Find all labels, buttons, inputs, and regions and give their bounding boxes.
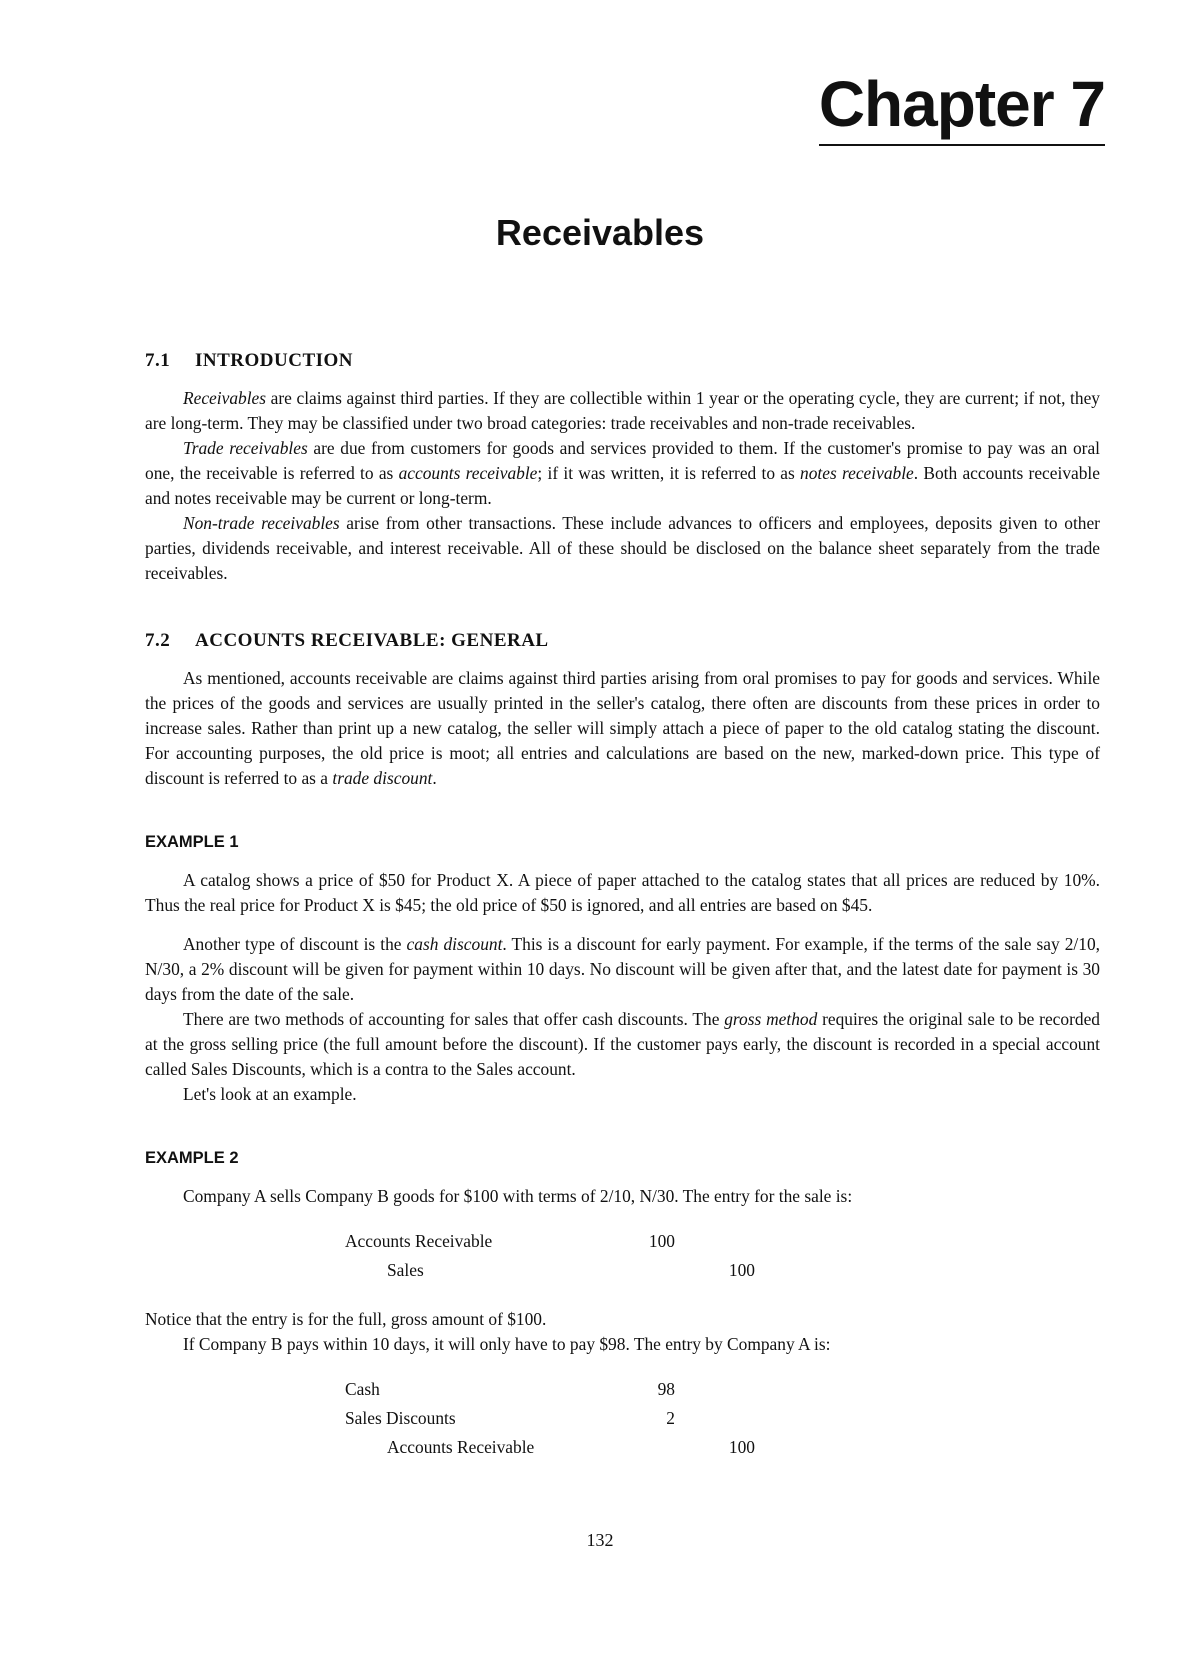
section-number: 7.1 [145,350,171,371]
debit-amount [595,1256,675,1285]
term: Non-trade receivables [183,513,340,533]
debit-amount [595,1433,675,1462]
debit-amount: 98 [657,1379,675,1399]
term: Receivables [183,388,267,408]
account-name: Accounts Receivable [387,1437,535,1457]
paragraph: Non-trade receivables arise from other transactions. These include advances to officers and employees, deposits given to other parties, dividends receivable, and interest receivable. All of these should be disclosed on the balance sheet separately from the trade receivables. [145,513,1100,583]
debit-amount: 2 [666,1408,675,1428]
term: notes receivable [800,463,914,483]
page-body [145,350,1100,1462]
term: accounts receivable [398,463,538,483]
journal-row [345,1227,755,1256]
journal-entry-sale [345,1227,755,1285]
journal-row [345,1375,755,1404]
paragraph: Let's look at an example. [183,1084,357,1104]
page-number: 132 [586,1530,614,1550]
paragraph: As mentioned, accounts receivable are claims against third parties arising from oral promises to pay for goods and services. While the prices of the goods and services are usually printed in the seller's catalog, there often are discounts from these prices in order to increase sales. Rather than print up a new catalog, the seller will simply attach a piece of paper to the old catalog stating the discount. For accounting purposes, the old price is moot; all entries and calculations are based on the new, marked-down price. This type of discount is referred to as a trade discount. [145,668,1100,788]
example-text: Company A sells Company B goods for $100 with terms of 2/10, N/30. The entry for the sale is: [183,1186,853,1206]
credit-amount [675,1375,755,1404]
section-number: 7.2 [145,630,171,651]
section-title: INTRODUCTION [195,350,354,371]
term: Trade receivables [183,438,308,458]
term: cash discount [406,934,503,954]
example-label: EXAMPLE 2 [145,1149,239,1167]
debit-amount: 100 [648,1231,675,1251]
term: trade discount [332,768,433,788]
account-name: Sales [387,1260,424,1280]
credit-amount: 100 [728,1260,755,1280]
journal-entry-payment [345,1375,755,1462]
section-heading-7-1 [145,350,1100,372]
credit-amount: 100 [728,1437,755,1457]
paragraph: Notice that the entry is for the full, gross amount of $100. [145,1309,547,1329]
account-name: Accounts Receivable [345,1231,493,1251]
credit-amount [675,1404,755,1433]
paragraph: Another type of discount is the cash discount. This is a discount for early payment. For example, if the terms of the sale say 2/10, N/30, a 2% discount will be given for payment within 10 days. No discount will be given after that, and the latest date for payment is 30 days from the date of the sale. [145,934,1101,1004]
journal-row [345,1433,755,1462]
journal-row [345,1404,755,1433]
section-title: ACCOUNTS RECEIVABLE: GENERAL [195,630,549,651]
paragraph: If Company B pays within 10 days, it will only have to pay $98. The entry by Company A is: [183,1334,831,1354]
paragraph: There are two methods of accounting for sales that offer cash discounts. The gross method requires the original sale to be recorded at the gross selling price (the full amount before the discount). If the customer pays early, the discount is recorded in a special account called Sales Discounts, which is a contra to the Sales account. [145,1009,1101,1079]
credit-amount [675,1227,755,1256]
account-name: Sales Discounts [345,1408,456,1428]
account-name: Cash [345,1379,380,1399]
example-text: A catalog shows a price of $50 for Product X. A piece of paper attached to the catalog states that all prices are reduced by 10%. Thus the real price for Product X is $45; the old price of $50 is ignored, and all entries are based on $45. [145,870,1100,915]
journal-row [345,1256,755,1285]
term: gross method [724,1009,818,1029]
paragraph: Trade receivables are due from customers for goods and services provided to them. If the customer's promise to pay was an oral one, the receivable is referred to as accounts receivable; if it was written, it is referred to as notes receivable. Both accounts receivable and notes receivable may be current or long-term. [145,438,1100,508]
section-heading-7-2 [145,630,1100,652]
chapter-label: Chapter 7 [819,72,1105,146]
example-label: EXAMPLE 1 [145,833,239,851]
chapter-title: Receivables [495,212,705,253]
paragraph: Receivables are claims against third parties. If they are collectible within 1 year or the operating cycle, they are current; if not, they are long-term. They may be classified under two broad categories: trade receivables and non-trade receivables. [145,388,1100,433]
